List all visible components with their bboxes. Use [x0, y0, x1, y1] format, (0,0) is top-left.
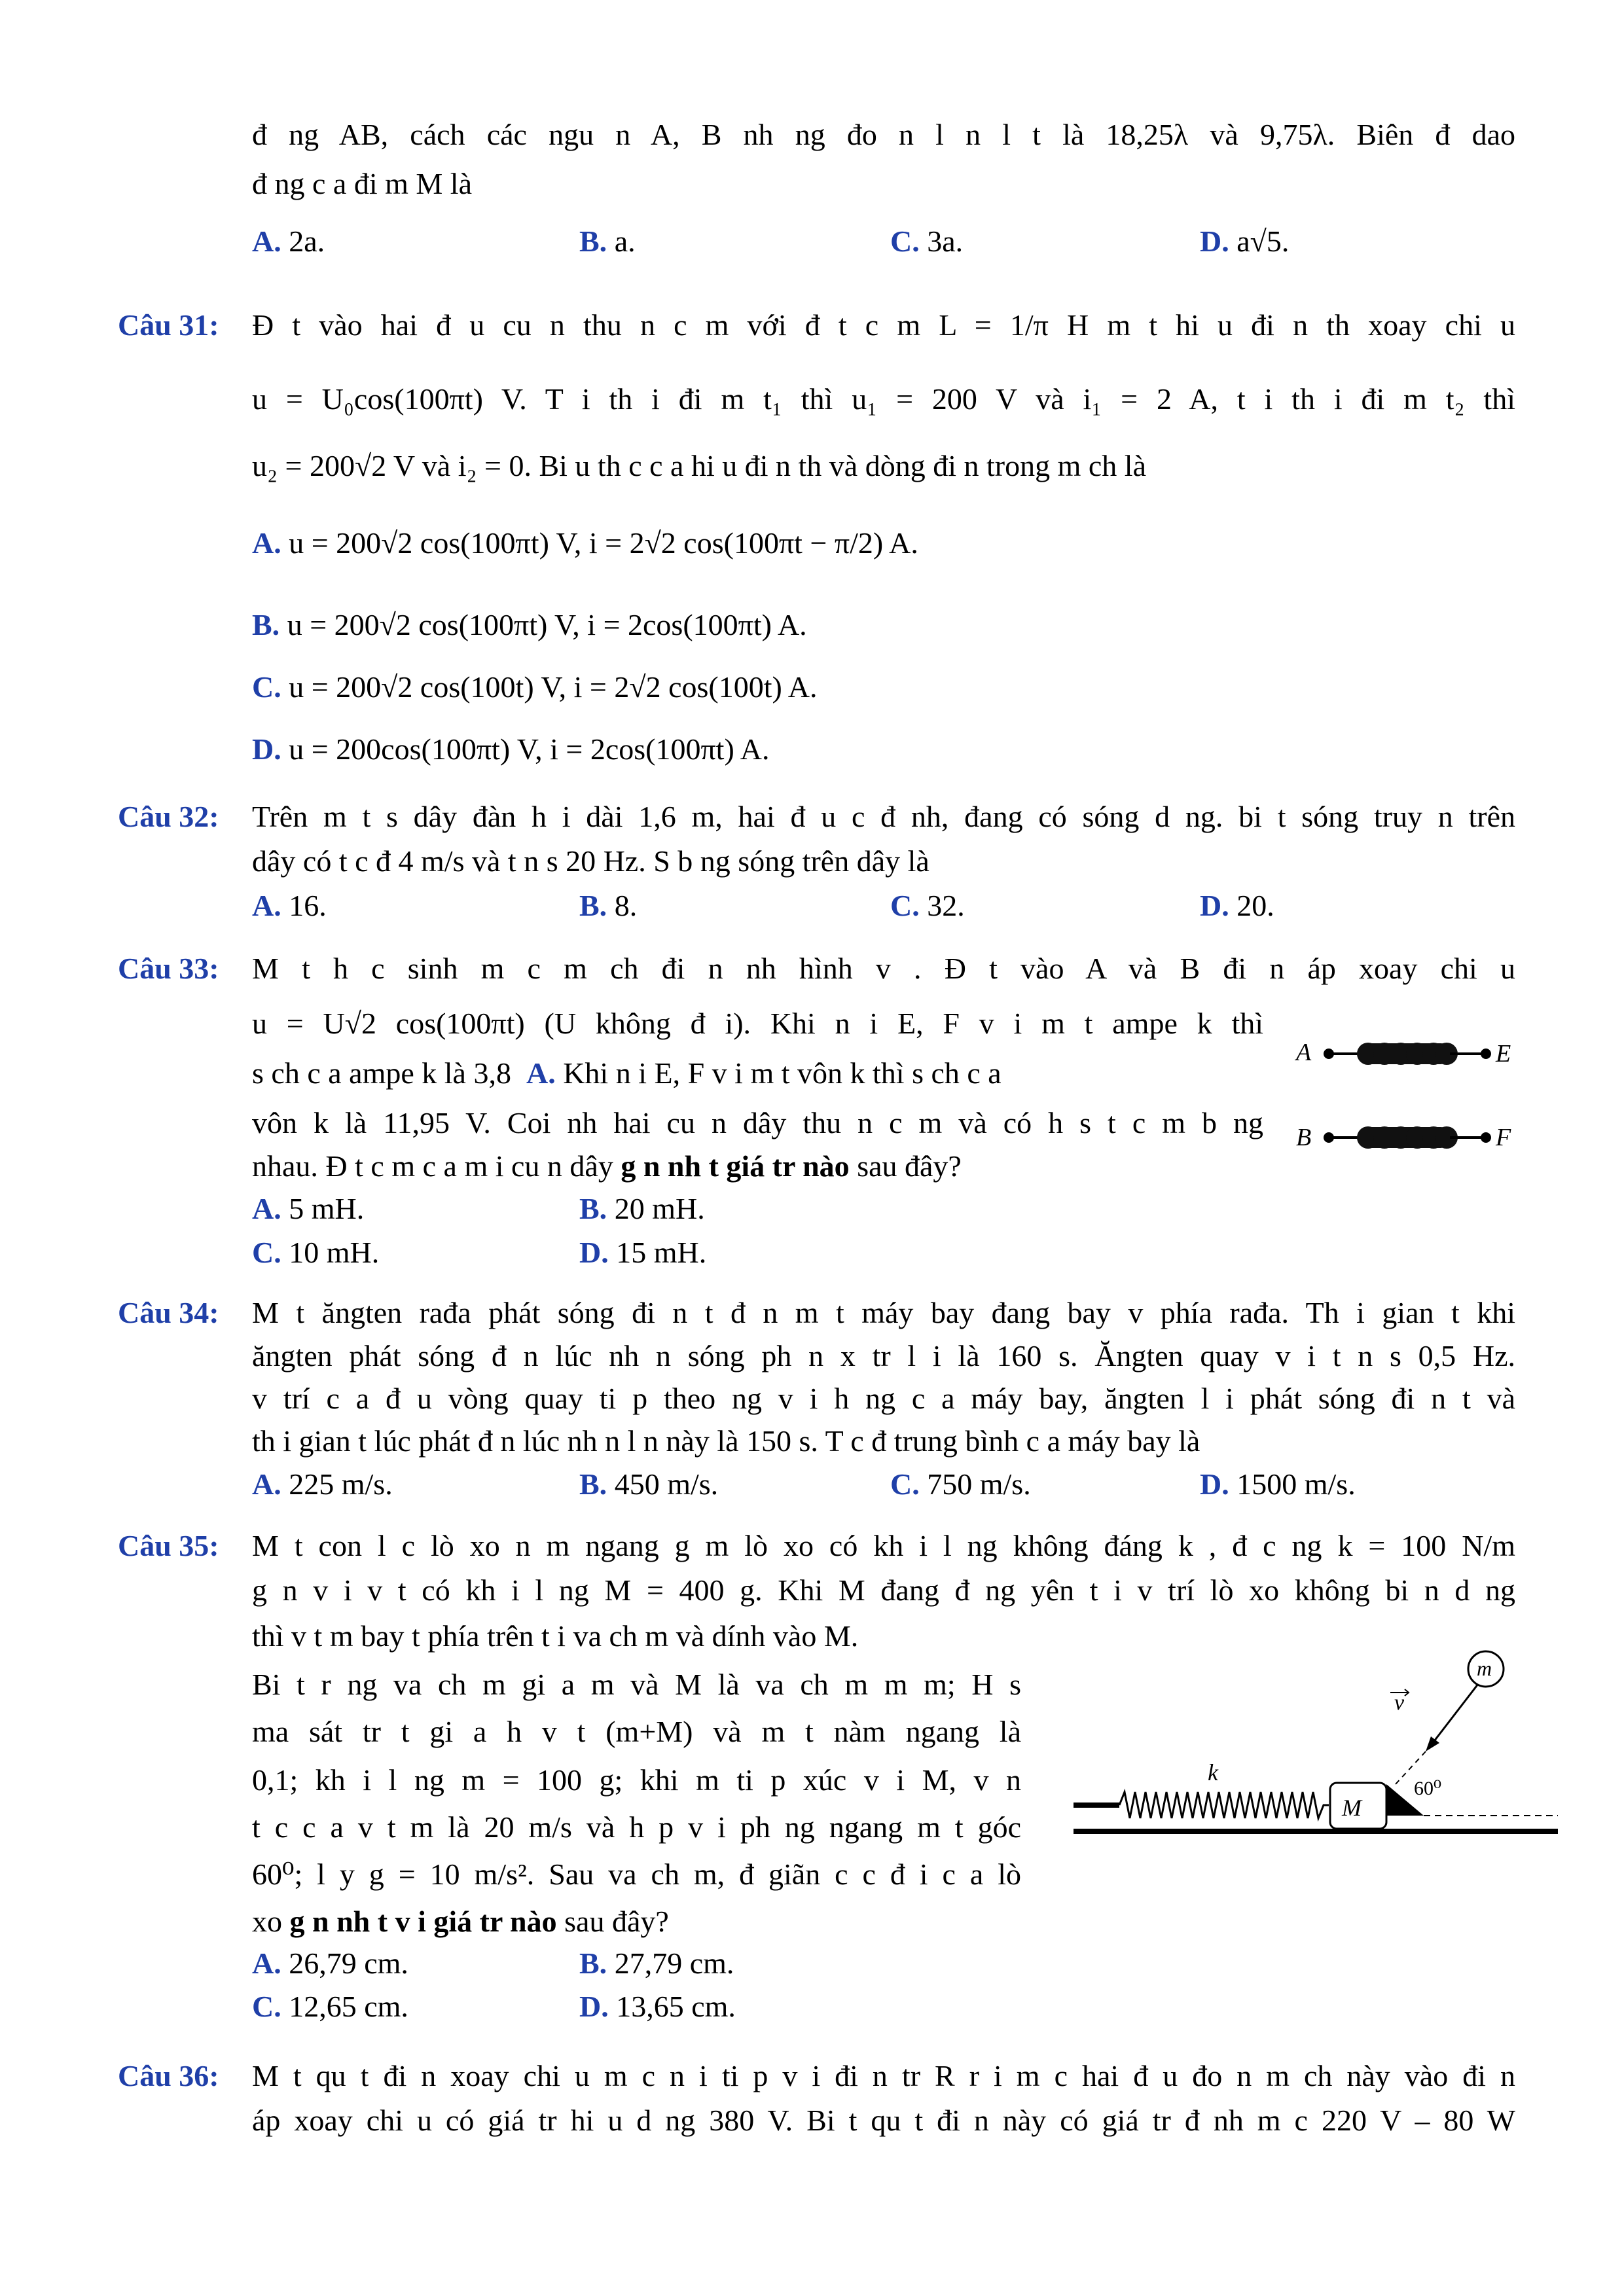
option-letter: B.: [579, 1467, 607, 1501]
option-letter: C.: [252, 1990, 281, 2023]
question-label-33: Câu 33:: [118, 952, 219, 985]
option-letter: D.: [1200, 224, 1229, 258]
q33-line-5-part-a: nhau. Đ t c m c a m i cu n dây: [252, 1149, 613, 1183]
q32-option-b: [579, 886, 637, 925]
q36-line-1: M t qu t đi n xoay chi u m c n i ti p v i đi n tr R r i m c hai đ u đo n m ch này vào đi n: [252, 2059, 1515, 2092]
option-letter: B.: [579, 224, 607, 258]
q33-option-a: [252, 1189, 364, 1229]
inductor-bottom: [1357, 1126, 1458, 1149]
velocity-arrow-head: [1426, 1736, 1439, 1751]
q33-line-5-part-b: g n nh t giá tr nào: [621, 1149, 850, 1183]
question-label-35: Câu 35:: [118, 1529, 219, 1562]
q33-line-3-part-a: s ch c a ampe k là 3,8: [252, 1056, 511, 1090]
option-letter: A.: [252, 1467, 281, 1501]
ball-label-small-m: m: [1477, 1657, 1492, 1680]
q33-line-4: vôn k là 11,95 V. Coi nh hai cu n dây thu n c m và có h s t c m b ng: [252, 1106, 1263, 1139]
q30-option-c: [890, 222, 963, 261]
question-label-32: Câu 32:: [118, 800, 219, 833]
option-text: 13,65 cm.: [616, 1990, 736, 2023]
velocity-arrow-line: [1432, 1678, 1483, 1744]
option-text: 27,79 cm.: [614, 1946, 734, 1980]
q34-option-d: [1200, 1465, 1356, 1504]
question-label-34: Câu 34:: [118, 1296, 219, 1329]
option-letter: D.: [579, 1236, 609, 1269]
q32-option-d: [1200, 886, 1274, 925]
option-letter: A.: [252, 1946, 281, 1980]
q35-line-5: ma sát tr t gi a h v t (m+M) và m t nàm ngang là: [252, 1715, 1021, 1748]
option-letter: B.: [579, 1192, 607, 1225]
q36-line-2: áp xoay chi u có giá tr hi u d ng 380 V. Bi t qu t đi n này có giá tr đ nh m c 220 V – 80 W: [252, 2104, 1515, 2137]
q33-line-3-part-b: A.: [526, 1056, 556, 1090]
question-label-36: Câu 36:: [118, 2059, 219, 2092]
option-letter: A.: [252, 526, 281, 560]
q35-line-4: Bi t r ng va ch m gi a m và M là va ch m m m; H s: [252, 1668, 1021, 1701]
terminal-f-label: F: [1496, 1124, 1511, 1151]
option-text: 16.: [289, 889, 327, 922]
question-label-31: Câu 31:: [118, 308, 219, 342]
inductor-top: [1357, 1043, 1458, 1065]
option-letter: B.: [579, 1946, 607, 1980]
block-label-big-m: M: [1342, 1795, 1362, 1821]
q32-option-c: [890, 886, 965, 925]
q35-line-9-part-c: sau đây?: [564, 1905, 669, 1938]
option-letter: B.: [579, 889, 607, 922]
q32-line-1: Trên m t s dây đàn h i dài 1,6 m, hai đ u c đ nh, đang có sóng d ng. bi t sóng truy n trên: [252, 800, 1515, 833]
option-text: u = 200cos(100πt) V, i = 2cos(100πt) A.: [289, 732, 770, 766]
q31-option-a: [252, 524, 918, 563]
option-text: 750 m/s.: [927, 1467, 1031, 1501]
q32-option-a: [252, 886, 327, 925]
terminal-f-dot: [1481, 1132, 1491, 1143]
q35-line-9-part-a: xo: [252, 1905, 282, 1938]
q35-line-3: thì v t m bay t phía trên t i va ch m và dính vào M.: [252, 1619, 859, 1653]
q33-line-5-part-c: sau đây?: [857, 1149, 962, 1183]
spring-label-k: k: [1208, 1759, 1218, 1785]
q33-line-3-part-c: Khi n i E, F v i m t vôn k thì s ch c a: [563, 1056, 1001, 1090]
option-text: a√5.: [1236, 224, 1290, 258]
option-letter: A.: [252, 889, 281, 922]
q34-option-a: [252, 1465, 393, 1504]
option-text: 8.: [614, 889, 638, 922]
q30-option-d: [1200, 222, 1289, 261]
coil-circuit-figure: [1283, 1021, 1545, 1178]
option-text: 15 mH.: [616, 1236, 707, 1269]
q35-line-6: 0,1; kh i l ng m = 100 g; khi m ti p xúc v i M, v n: [252, 1763, 1021, 1797]
terminal-b-label: B: [1296, 1124, 1312, 1151]
q31-option-c: [252, 668, 818, 707]
q31-line-2: u = U₀cos(100πt) V. T i th i đi m t₁ thì u₁ = 200 V và i₁ = 2 A, t i th i đi m t₂ thì: [252, 382, 1515, 416]
option-letter: C.: [252, 670, 281, 704]
option-letter: B.: [252, 608, 280, 641]
q35-line-1: M t con l c lò xo n m ngang g m lò xo có kh i l ng không đáng k , đ c ng k = 100 N/m: [252, 1529, 1515, 1562]
q33-line-1: M t h c sinh m c m ch đi n nh hình v . Đ t vào A và B đi n áp xoay chi u: [252, 952, 1515, 985]
q35-option-d: [579, 1987, 736, 2026]
option-letter: A.: [252, 224, 281, 258]
option-text: 12,65 cm.: [289, 1990, 408, 2023]
option-text: 26,79 cm.: [289, 1946, 408, 1980]
option-text: u = 200√2 cos(100t) V, i = 2√2 cos(100t) A.: [289, 670, 818, 704]
q35-line-7: t c c a v t m là 20 m/s và h p v i ph ng ngang m t góc: [252, 1810, 1021, 1844]
option-text: u = 200√2 cos(100πt) V, i = 2cos(100πt) A.: [287, 608, 807, 641]
q35-line-9: [252, 1902, 669, 1941]
q30-line-1: đ ng AB, cách các ngu n A, B nh ng đo n l n l t là 18,25λ và 9,75λ. Biên đ dao: [252, 118, 1515, 151]
q30-option-a: [252, 222, 325, 261]
option-text: 10 mH.: [289, 1236, 380, 1269]
option-text: 20.: [1236, 889, 1274, 922]
option-text: 2a.: [289, 224, 325, 258]
velocity-label-v: v: [1394, 1691, 1405, 1715]
option-text: 20 mH.: [614, 1192, 705, 1225]
option-text: 225 m/s.: [289, 1467, 393, 1501]
q33-line-3: [252, 1054, 1001, 1093]
option-text: 1500 m/s.: [1236, 1467, 1356, 1501]
q35-line-2: g n v i v t có kh i l ng M = 400 g. Khi M đang đ ng yên t i v trí lò xo không bi n d ng: [252, 1573, 1515, 1607]
option-letter: D.: [252, 732, 281, 766]
terminal-e-dot: [1481, 1049, 1491, 1059]
option-text: a.: [614, 224, 636, 258]
q33-option-b: [579, 1189, 705, 1229]
option-letter: C.: [252, 1236, 281, 1269]
option-text: 5 mH.: [289, 1192, 365, 1225]
q31-option-b: [252, 605, 807, 645]
spring-coil: [1119, 1792, 1329, 1818]
option-letter: D.: [1200, 1467, 1229, 1501]
q30-option-b: [579, 222, 636, 261]
option-letter: C.: [890, 1467, 920, 1501]
q33-line-2: u = U√2 cos(100πt) (U không đ i). Khi n i E, F v i m t ampe k thì: [252, 1007, 1263, 1040]
q34-line-2: ăngten phát sóng đ n lúc nh n sóng ph n x tr l i là 160 s. Ăngten quay v i t n s 0,5 Hz.: [252, 1339, 1515, 1372]
q32-line-2: dây có t c đ 4 m/s và t n s 20 Hz. S b ng sóng trên dây là: [252, 844, 929, 878]
q33-option-c: [252, 1233, 379, 1272]
q35-line-8: 60⁰; l y g = 10 m/s². Sau va ch m, đ giãn c c đ i c a lò: [252, 1857, 1021, 1891]
q35-option-c: [252, 1987, 408, 2026]
spring-collision-figure: [1047, 1649, 1558, 1885]
q34-option-b: [579, 1465, 718, 1504]
q35-option-b: [579, 1944, 734, 1983]
q34-line-1: M t ăngten rađa phát sóng đi n t đ n m t máy bay đang bay v phía rađa. Th i gian t khi: [252, 1296, 1515, 1329]
option-text: 3a.: [927, 224, 964, 258]
angle-label: 60⁰: [1414, 1778, 1442, 1799]
q31-line-1: Đ t vào hai đ u cu n thu n c m với đ t c m L = 1/π H m t hi u đi n th xoay chi u: [252, 308, 1515, 342]
q33-option-d: [579, 1233, 706, 1272]
q35-option-a: [252, 1944, 408, 1983]
q35-line-9-part-b: g n nh t v i giá tr nào: [289, 1905, 557, 1938]
option-letter: D.: [579, 1990, 609, 2023]
q30-line-2: đ ng c a đi m M là: [252, 167, 472, 200]
option-text: 450 m/s.: [614, 1467, 719, 1501]
q34-line-4: th i gian t lúc phát đ n lúc nh n l n này là 150 s. T c đ trung bình c a máy bay là: [252, 1424, 1200, 1458]
option-text: 32.: [927, 889, 965, 922]
terminal-e-label: E: [1496, 1040, 1511, 1067]
q31-option-d: [252, 730, 769, 769]
option-letter: D.: [1200, 889, 1229, 922]
q34-line-3: v trí c a đ u vòng quay ti p theo ng v i h ng c a máy bay, ăngten l i phát sóng đi n t và: [252, 1382, 1515, 1415]
terminal-a-label: A: [1296, 1039, 1312, 1066]
option-letter: C.: [890, 889, 920, 922]
q33-line-5: [252, 1147, 962, 1186]
q34-option-c: [890, 1465, 1031, 1504]
option-letter: A.: [252, 1192, 281, 1225]
option-text: u = 200√2 cos(100πt) V, i = 2√2 cos(100πt − π/2) A.: [289, 526, 918, 560]
option-letter: C.: [890, 224, 920, 258]
q31-line-3: u₂ = 200√2 V và i₂ = 0. Bi u th c c a hi u đi n th và dòng đi n trong m ch là: [252, 449, 1146, 482]
